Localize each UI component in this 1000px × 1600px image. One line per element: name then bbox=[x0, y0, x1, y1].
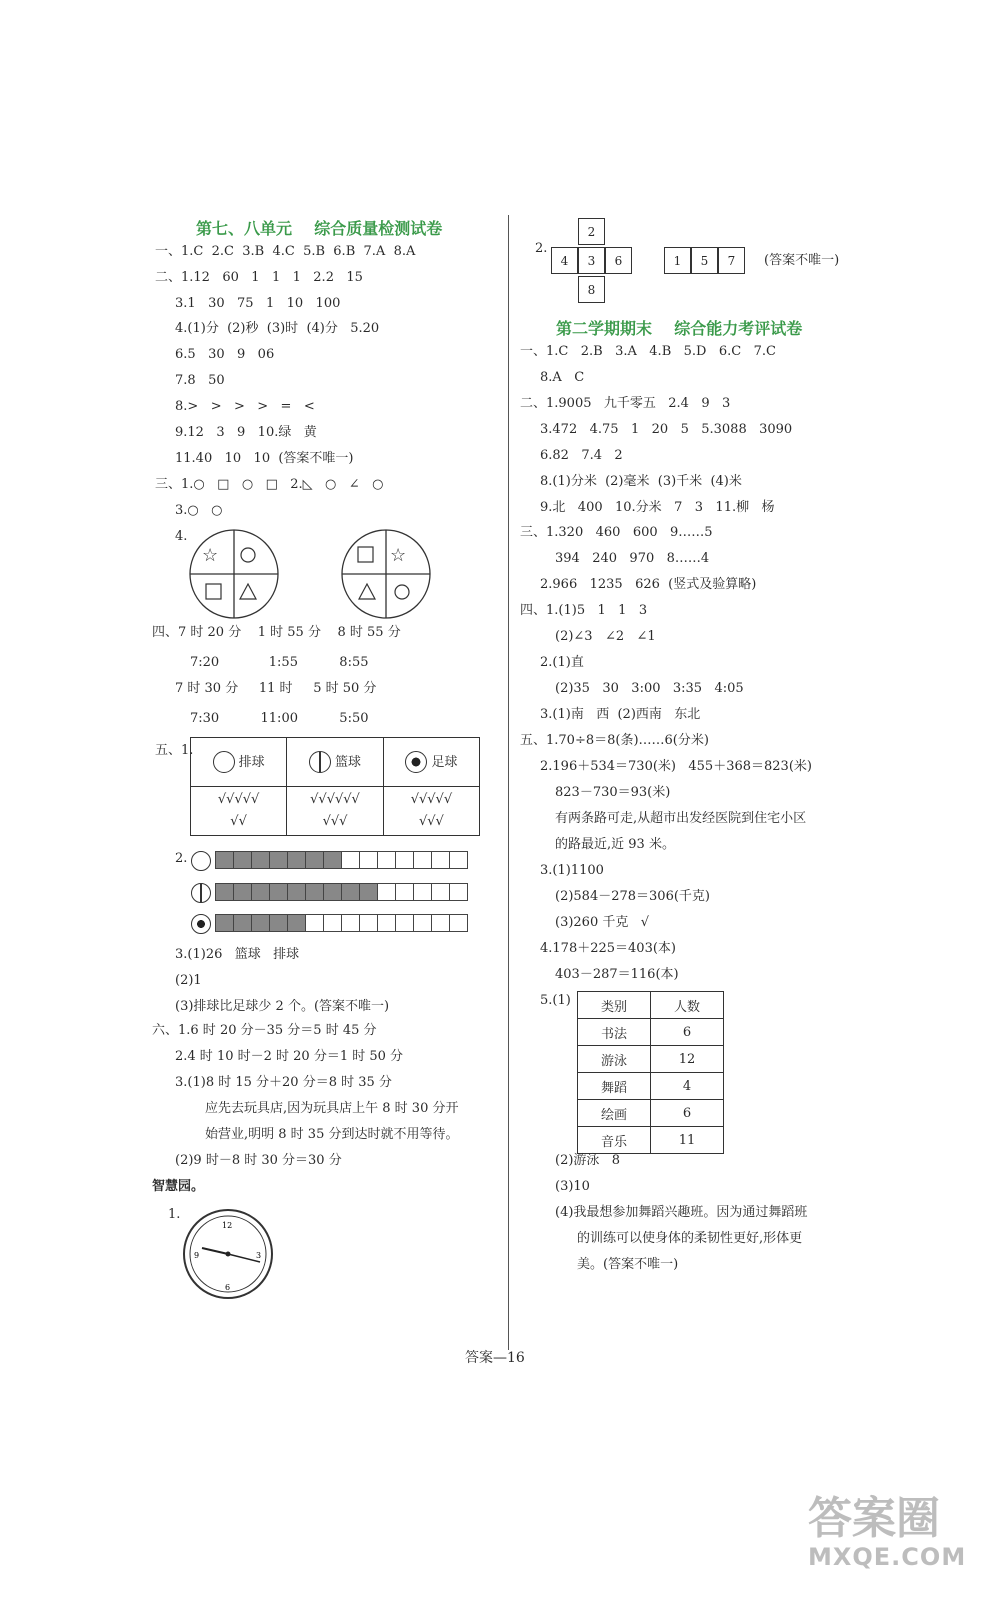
answer-line: 6.5 30 9 06 bbox=[175, 347, 275, 362]
answer-line: 403－287＝116(本) bbox=[555, 967, 679, 982]
header-soccer: 足球 bbox=[383, 738, 479, 787]
soccer-bar-cell bbox=[359, 914, 378, 932]
volleyball-bar-cell bbox=[341, 851, 360, 869]
section5-label: 五、1. bbox=[155, 743, 194, 758]
cross-top: 2 bbox=[578, 218, 605, 245]
answer-line: 二、1.12 60 1 1 1 2.2 15 bbox=[155, 270, 363, 285]
answer-line: 2.196＋534＝730(米) 455＋368＝823(米) bbox=[540, 759, 812, 774]
circle-quadrant-figures bbox=[188, 528, 448, 620]
answer-line: (3)10 bbox=[555, 1179, 590, 1194]
basketball-bar-cell bbox=[431, 883, 450, 901]
answer-line: 四、1.(1)5 1 1 3 bbox=[520, 603, 648, 618]
answer-line: 一、1.C 2.B 3.A 4.B 5.D 6.C 7.C bbox=[520, 344, 776, 359]
circle-figure-1 bbox=[190, 530, 278, 618]
hobby-cell: 6 bbox=[651, 1019, 724, 1046]
basketball-icon bbox=[309, 751, 331, 773]
not-unique-note: (答案不唯一) bbox=[764, 253, 840, 268]
page-footer: 答案—16 bbox=[465, 1350, 525, 1366]
answer-line: 一、1.C 2.C 3.B 4.C 5.B 6.B 7.A 8.A bbox=[155, 244, 416, 259]
answer-line: (2)584－278＝306(千克) bbox=[555, 889, 710, 904]
left-section-title: 第七、八单元 综合质量检测试卷 bbox=[196, 219, 443, 238]
volleyball-bar-cell bbox=[305, 851, 324, 869]
volleyball-icon bbox=[191, 851, 211, 871]
answer-line: (3)260 千克 √ bbox=[555, 915, 650, 930]
hobby-cell: 书法 bbox=[578, 1019, 651, 1046]
basketball-bar-cell bbox=[395, 883, 414, 901]
row-box-3: 7 bbox=[718, 247, 745, 274]
soccer-bar-cell bbox=[395, 914, 414, 932]
answer-line: 4.178＋225＝403(本) bbox=[540, 941, 676, 956]
row-box-1: 1 bbox=[664, 247, 691, 274]
volleyball-bar-cell bbox=[215, 851, 234, 869]
cross-center: 3 bbox=[578, 247, 605, 274]
basketball-icon bbox=[191, 883, 211, 903]
soccer-bar-cell bbox=[377, 914, 396, 932]
watermark-logo: 答案圈 MXQE.COM bbox=[808, 1493, 967, 1571]
basketball-bar-cell bbox=[269, 883, 288, 901]
svg-text:☆: ☆ bbox=[390, 545, 407, 566]
answer-line: 2.4 时 10 时－2 时 20 分＝1 时 50 分 bbox=[175, 1049, 404, 1064]
volleyball-bar-cell bbox=[377, 851, 396, 869]
answer-line: 3.○ ○ bbox=[175, 503, 223, 518]
cross-left: 4 bbox=[551, 247, 578, 274]
volleyball-bar-cell bbox=[251, 851, 270, 869]
basketball-bar-cell bbox=[215, 883, 234, 901]
tally-basketball: √√√√√√ √√√ bbox=[287, 787, 384, 836]
soccer-bar-cell bbox=[251, 914, 270, 932]
answer-line: 11.40 10 10 (答案不唯一) bbox=[175, 451, 354, 466]
soccer-bar-cell bbox=[413, 914, 432, 932]
volleyball-bar-cell bbox=[431, 851, 450, 869]
clock-line: 7:20 1:55 8:55 bbox=[190, 655, 369, 670]
answer-line: 2.(1)直 bbox=[540, 655, 584, 670]
basketball-bar-cell bbox=[305, 883, 324, 901]
answer-line: (4)我最想参加舞蹈兴趣班。因为通过舞蹈班 bbox=[555, 1205, 808, 1220]
answer-line: 5.(1) bbox=[540, 993, 571, 1008]
answer-line: 有两条路可走,从超市出发经医院到住宅小区 bbox=[555, 811, 807, 826]
answer-line: 3.(1)8 时 15 分＋20 分＝8 时 35 分 bbox=[175, 1075, 392, 1090]
volleyball-bar-cell bbox=[359, 851, 378, 869]
basketball-bar bbox=[216, 883, 468, 901]
basketball-bar-cell bbox=[341, 883, 360, 901]
wisdom-heading: 智慧园。 bbox=[152, 1179, 205, 1194]
svg-text:12: 12 bbox=[222, 1221, 233, 1230]
hobby-header-category: 类别 bbox=[578, 992, 651, 1019]
answer-line: 的训练可以使身体的柔韧性更好,形体更 bbox=[577, 1231, 803, 1246]
ball-tally-table bbox=[190, 737, 480, 836]
basketball-bar-cell bbox=[233, 883, 252, 901]
soccer-bar-cell bbox=[269, 914, 288, 932]
answer-line: (2)9 时－8 时 30 分＝30 分 bbox=[175, 1153, 342, 1168]
right-section-title: 第二学期期末 综合能力考评试卷 bbox=[556, 319, 803, 338]
basketball-bar-cell bbox=[377, 883, 396, 901]
soccer-bar bbox=[216, 914, 468, 932]
answer-line: 4. bbox=[175, 529, 188, 544]
svg-text:9: 9 bbox=[194, 1251, 200, 1260]
volleyball-bar-cell bbox=[449, 851, 468, 869]
answer-line: 6.82 7.4 2 bbox=[540, 448, 623, 463]
hobby-cell: 6 bbox=[651, 1100, 724, 1127]
answer-line: (3)排球比足球少 2 个。(答案不唯一) bbox=[175, 999, 390, 1014]
clock-line: 四、7 时 20 分 1 时 55 分 8 时 55 分 bbox=[152, 625, 401, 640]
volleyball-bar-cell bbox=[323, 851, 342, 869]
column-divider bbox=[508, 215, 509, 1350]
hobby-header-count: 人数 bbox=[651, 992, 724, 1019]
answer-line: 9.北 400 10.分米 7 3 11.柳 杨 bbox=[540, 500, 775, 515]
volleyball-bar-cell bbox=[395, 851, 414, 869]
answer-line: 4.(1)分 (2)秒 (3)时 (4)分 5.20 bbox=[175, 321, 380, 336]
soccer-bar-cell bbox=[431, 914, 450, 932]
svg-text:3: 3 bbox=[256, 1251, 262, 1260]
answer-line: 8.> > > > = < bbox=[175, 399, 315, 414]
answer-line: (2)35 30 3:00 3:35 4:05 bbox=[555, 681, 744, 696]
header-basketball: 篮球 bbox=[287, 738, 384, 787]
answer-line: 823－730＝93(米) bbox=[555, 785, 671, 800]
volleyball-bar-cell bbox=[287, 851, 306, 869]
basketball-bar-cell bbox=[413, 883, 432, 901]
basketball-bar-cell bbox=[251, 883, 270, 901]
svg-text:☆: ☆ bbox=[202, 545, 219, 566]
basketball-bar-cell bbox=[359, 883, 378, 901]
answer-line: 应先去玩具店,因为玩具店上午 8 时 30 分开 bbox=[205, 1101, 459, 1116]
answer-line: 六、1.6 时 20 分－35 分＝5 时 45 分 bbox=[152, 1023, 377, 1038]
answer-line: 二、1.9005 九千零五 2.4 9 3 bbox=[520, 396, 731, 411]
hobby-cell: 舞蹈 bbox=[578, 1073, 651, 1100]
clock-icon bbox=[182, 1208, 274, 1300]
answer-line: 3.(1)26 篮球 排球 bbox=[175, 947, 300, 962]
answer-line: 三、1.○ □ ○ □ 2.◺ ○ ∠ ○ bbox=[155, 477, 384, 492]
answer-line: 8.A C bbox=[540, 370, 585, 385]
answer-line: 始营业,明明 8 时 35 分到达时就不用等待。 bbox=[205, 1127, 459, 1142]
answer-line: (2)1 bbox=[175, 973, 202, 988]
answer-line: 五、1.70÷8＝8(条)……6(分米) bbox=[520, 733, 709, 748]
volleyball-bar-cell bbox=[233, 851, 252, 869]
soccer-bar-cell bbox=[215, 914, 234, 932]
answer-line: 7.8 50 bbox=[175, 373, 225, 388]
soccer-bar-cell bbox=[287, 914, 306, 932]
hobby-cell: 11 bbox=[651, 1127, 724, 1154]
hobby-cell: 音乐 bbox=[578, 1127, 651, 1154]
answer-line: 3.(1)1100 bbox=[540, 863, 604, 878]
soccer-bar-cell bbox=[449, 914, 468, 932]
soccer-ball-icon bbox=[191, 914, 211, 934]
volleyball-bar bbox=[216, 851, 468, 869]
soccer-bar-cell bbox=[323, 914, 342, 932]
hobby-cell: 4 bbox=[651, 1073, 724, 1100]
basketball-bar-cell bbox=[323, 883, 342, 901]
answer-line: (2)∠3 ∠2 ∠1 bbox=[555, 629, 656, 644]
tally-soccer: √√√√√ √√√ bbox=[383, 787, 479, 836]
tally-volleyball: √√√√√ √√ bbox=[191, 787, 287, 836]
answer-line: 3.(1)南 西 (2)西南 东北 bbox=[540, 707, 701, 722]
basketball-bar-cell bbox=[449, 883, 468, 901]
volleyball-bar-cell bbox=[269, 851, 288, 869]
circle-figure-2 bbox=[342, 530, 430, 618]
answer-line: 美。(答案不唯一) bbox=[577, 1257, 679, 1272]
answer-line: 3.472 4.75 1 20 5 5.3088 3090 bbox=[540, 422, 793, 437]
answer-line: (2)游泳 8 bbox=[555, 1153, 621, 1168]
cross-right: 6 bbox=[605, 247, 632, 274]
answer-line: 394 240 970 8……4 bbox=[555, 551, 710, 566]
header-volleyball: 排球 bbox=[191, 738, 287, 787]
answer-line: 的路最近,近 93 米。 bbox=[555, 837, 675, 852]
hobby-cell: 12 bbox=[651, 1046, 724, 1073]
answer-line: 9.12 3 9 10.绿 黄 bbox=[175, 425, 317, 440]
soccer-bar-cell bbox=[305, 914, 324, 932]
wisdom-q1-label: 1. bbox=[168, 1207, 181, 1222]
basketball-bar-cell bbox=[287, 883, 306, 901]
clock-line: 7 时 30 分 11 时 5 时 50 分 bbox=[175, 681, 377, 696]
clock-line: 7:30 11:00 5:50 bbox=[190, 711, 369, 726]
answer-line: 三、1.320 460 600 9……5 bbox=[520, 525, 713, 540]
svg-text:6: 6 bbox=[225, 1283, 231, 1292]
hobby-table bbox=[577, 991, 724, 1154]
right-q2-label: 2. bbox=[535, 241, 548, 256]
row-box-2: 5 bbox=[691, 247, 718, 274]
soccer-bar-cell bbox=[233, 914, 252, 932]
answer-line: 8.(1)分米 (2)毫米 (3)千米 (4)米 bbox=[540, 474, 742, 489]
hobby-cell: 绘画 bbox=[578, 1100, 651, 1127]
volleyball-icon bbox=[213, 751, 235, 773]
section5-q2-label: 2. bbox=[175, 851, 188, 866]
answer-line: 3.1 30 75 1 10 100 bbox=[175, 296, 341, 311]
answer-line: 2.966 1235 626 (竖式及验算略) bbox=[540, 577, 757, 592]
volleyball-bar-cell bbox=[413, 851, 432, 869]
cross-bottom: 8 bbox=[578, 276, 605, 303]
soccer-ball-icon bbox=[405, 751, 427, 773]
soccer-bar-cell bbox=[341, 914, 360, 932]
hobby-cell: 游泳 bbox=[578, 1046, 651, 1073]
